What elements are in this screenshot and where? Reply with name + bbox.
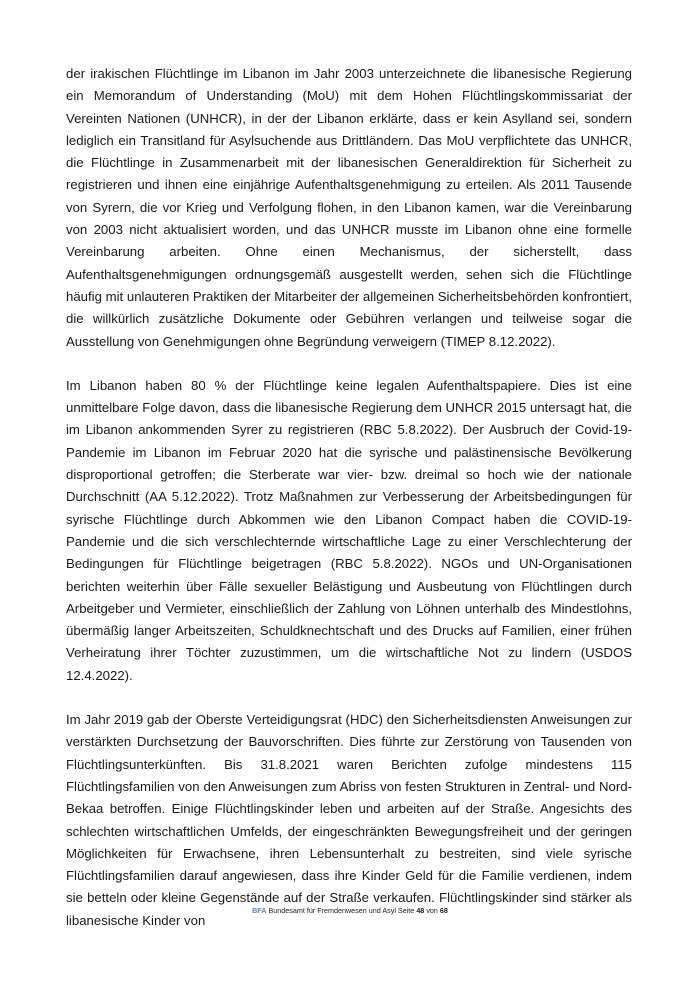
body-text (66, 63, 632, 954)
bfa-logo: BFA (252, 906, 267, 915)
footer-page-word: Seite (397, 906, 415, 915)
paragraph: der irakischen Flüchtlinge im Libanon im Jahr 2003 unterzeichnete die libanesische Regierung ein Memorandum of Understanding (MoU) mit dem Hohen Flüchtlingskommissariat der Vereinten Nationen (UNHCR), in der der Libanon erklärte, dass er kein Asylland sei, sondern lediglich ein Transitland für Asylsuchende aus Drittländern. Das MoU verpflichtete das UNHCR, die Flüchtlinge in Zusammenarbeit mit der libanesischen Generaldirektion für Sicherheit zu registrieren und ihnen eine einjährige Aufenthaltsgenehmigung zu erteilen. Als 2011 Tausende von Syrern, die vor Krieg und Verfolgung flohen, in den Libanon kamen, war die Vereinbarung von 2003 nicht aktualisiert worden, und das UNHCR musste im Libanon ohne eine formelle Vereinbarung arbeiten. Ohne einen Mechanismus, der sicherstellt, dass Aufenthaltsgenehmigungen ordnungsgemäß ausgestellt werden, sehen sich die Flüchtlinge häufig mit unlauteren Praktiken der Mitarbeiter der allgemeinen Sicherheitsbehörden konfrontiert, die willkürlich zusätzliche Dokumente oder Gebühren verlangen und teilweise sogar die Ausstellung von Genehmigungen ohne Begründung verweigern (TIMEP 8.12.2022). (66, 66, 632, 349)
paragraph: Im Libanon haben 80 % der Flüchtlinge keine legalen Aufenthaltspapiere. Dies ist eine unmittelbare Folge davon, dass die libanesische Regierung dem UNHCR 2015 untersagt hat, die im Libanon ankommenden Syrer zu registrieren (RBC 5.8.2022). Der Ausbruch der Covid-19-Pandemie im Libanon im Februar 2020 hat die syrische und palästinensische Bevölkerung disproportional getroffen; die Sterberate war vier- bzw. dreimal so hoch wie der nationale Durchschnitt (AA 5.12.2022). Trotz Maßnahmen zur Verbesserung der Arbeitsbedingungen für syrische Flüchtlinge durch Abkommen wie den Libanon Compact haben die COVID-19-Pandemie und die sich verschlechternde wirtschaftliche Lage zu einer Verschlechterung der Bedingungen für Flüchtlinge beigetragen (RBC 5.8.2022). NGOs und UN-Organisationen berichten weiterhin über Fälle sexueller Belästigung und Ausbeutung von Flüchtlingen durch Arbeitgeber und Vermieter, einschließlich der Zahlung von Löhnen unterhalb des Mindestlohns, übermäßig langer Arbeitszeiten, Schuldknechtschaft und des Drucks auf Familien, einer frühen Verheiratung ihrer Töchter zuzustimmen, um die wirtschaftliche Not zu lindern (USDOS 12.4.2022). (66, 377, 632, 683)
footer-page-current: 48 (416, 906, 425, 915)
paragraph: Im Jahr 2019 gab der Oberste Verteidigungsrat (HDC) den Sicherheitsdiensten Anweisungen zur verstärkten Durchsetzung der Bauvorschriften. Dies führte zur Zerstörung von Tausenden von Flüchtlingsunterkünften. Bis 31.8.2021 waren Berichten zufolge mindestens 115 Flüchtlingsfamilien von den Anweisungen zum Abriss von festen Strukturen in Zentral- und Nord-Bekaa betroffen. Einige Flüchtlingskinder leben und arbeiten auf der Straße. Angesichts des schlechten wirtschaftlichen Umfelds, der eingeschränkten Bewegungsfreiheit und der geringen Möglichkeiten für Erwachsene, ihren Lebensunterhalt zu bestreiten, sind viele syrische Flüchtlingsfamilien darauf angewiesen, dass ihre Kinder Geld für die Familie verdienen, indem sie betteln oder kleine Gegenstände auf der Straße verkaufen. Flüchtlingskinder sind stärker als libanesische Kinder von (66, 712, 632, 928)
footer-of-word: von (426, 906, 438, 915)
footer-page-total: 68 (439, 906, 448, 915)
page-footer (0, 906, 700, 915)
footer-org-name: Bundesamt für Fremdenwesen und Asyl (268, 906, 396, 915)
